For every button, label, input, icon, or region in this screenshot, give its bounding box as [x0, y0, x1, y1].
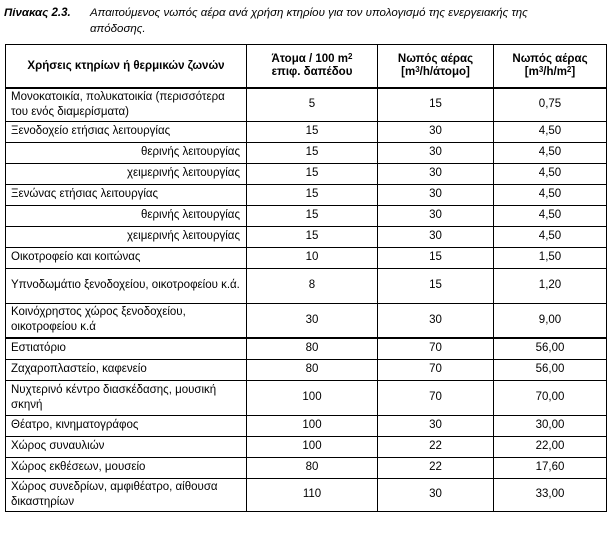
table-row: [6, 457, 607, 478]
cell-use: Θέατρο, κινηματογράφος: [6, 415, 247, 436]
cell-air-area: 0,75: [494, 88, 607, 121]
cell-air-person: 30: [378, 303, 494, 338]
table-row: [6, 268, 607, 303]
cell-persons: 15: [247, 184, 378, 205]
table-row: [6, 247, 607, 268]
cell-persons: 80: [247, 457, 378, 478]
cell-air-area: 1,50: [494, 247, 607, 268]
cell-persons: 5: [247, 88, 378, 121]
cell-air-person: 30: [378, 163, 494, 184]
table-row: [6, 478, 607, 511]
cell-air-area: 56,00: [494, 338, 607, 359]
table-row: [6, 338, 607, 359]
caption-label: Πίνακας 2.3.: [4, 7, 71, 19]
cell-air-person: 30: [378, 205, 494, 226]
cell-persons: 100: [247, 436, 378, 457]
table-row: [6, 226, 607, 247]
cell-air-person: 30: [378, 121, 494, 142]
table-row: [6, 380, 607, 415]
cell-persons: 15: [247, 142, 378, 163]
cell-use: χειμερινής λειτουργίας: [6, 226, 247, 247]
cell-use: Χώρος συνεδρίων, αμφιθέατρο, αίθουσα δικαστηρίων: [6, 478, 247, 511]
cell-air-person: 30: [378, 226, 494, 247]
cell-use: θερινής λειτουργίας: [6, 205, 247, 226]
cell-persons: 110: [247, 478, 378, 511]
cell-use: Ξενώνας ετήσιας λειτουργίας: [6, 184, 247, 205]
table-row: [6, 359, 607, 380]
cell-use: Χώρος συναυλιών: [6, 436, 247, 457]
cell-persons: 10: [247, 247, 378, 268]
cell-air-person: 15: [378, 247, 494, 268]
cell-use: θερινής λειτουργίας: [6, 142, 247, 163]
cell-air-area: 30,00: [494, 415, 607, 436]
cell-persons: 100: [247, 415, 378, 436]
table-row: [6, 88, 607, 121]
cell-air-area: 4,50: [494, 121, 607, 142]
cell-use: Εστιατόριο: [6, 338, 247, 359]
cell-air-person: 30: [378, 415, 494, 436]
cell-air-area: 17,60: [494, 457, 607, 478]
table-row: [6, 205, 607, 226]
cell-use: Υπνοδωμάτιο ξενοδοχείου, οικοτροφείου κ.ά.: [6, 268, 247, 303]
cell-use: Κοινόχρηστος χώρος ξενοδοχείου, οικοτροφείου κ.ά: [6, 303, 247, 338]
cell-air-area: 9,00: [494, 303, 607, 338]
cell-persons: 100: [247, 380, 378, 415]
table-row: [6, 415, 607, 436]
cell-air-person: 30: [378, 142, 494, 163]
cell-air-area: 4,50: [494, 226, 607, 247]
cell-persons: 80: [247, 359, 378, 380]
cell-persons: 80: [247, 338, 378, 359]
table-row: [6, 163, 607, 184]
cell-air-area: 1,20: [494, 268, 607, 303]
cell-persons: 30: [247, 303, 378, 338]
cell-use: Νυχτερινό κέντρο διασκέδασης, μουσική σκηνή: [6, 380, 247, 415]
table-row: [6, 142, 607, 163]
cell-air-person: 30: [378, 184, 494, 205]
caption-text-line1: Απαιτούμενος νωπός αέρα ανά χρήση κτηρίου για τον υπολογισμό της ενεργειακής της: [90, 7, 528, 19]
cell-persons: 15: [247, 205, 378, 226]
cell-air-person: 70: [378, 338, 494, 359]
cell-use: Ξενοδοχείο ετήσιας λειτουργίας: [6, 121, 247, 142]
cell-persons: 15: [247, 163, 378, 184]
cell-use: Ζαχαροπλαστείο, καφενείο: [6, 359, 247, 380]
cell-persons: 8: [247, 268, 378, 303]
cell-air-person: 70: [378, 380, 494, 415]
cell-air-area: 56,00: [494, 359, 607, 380]
header-uses: Χρήσεις κτηρίων ή θερμικών ζωνών: [6, 45, 247, 89]
table-caption: [4, 5, 604, 37]
caption-text-line2: απόδοσης.: [90, 23, 146, 35]
cell-air-area: 4,50: [494, 142, 607, 163]
fresh-air-table: [5, 44, 607, 512]
table-row: [6, 184, 607, 205]
table-row: [6, 303, 607, 338]
cell-air-area: 33,00: [494, 478, 607, 511]
cell-air-person: 15: [378, 268, 494, 303]
cell-use: Χώρος εκθέσεων, μουσείο: [6, 457, 247, 478]
header-air-per-area: Νωπός αέρας $[m^3/h/m^2]$: [494, 45, 607, 89]
cell-air-person: 22: [378, 436, 494, 457]
header-air-per-person: Νωπός αέρας $[m^3/h/ά\tau o\mu o]$: [378, 45, 494, 89]
cell-air-area: 22,00: [494, 436, 607, 457]
cell-use: Μονοκατοικία, πολυκατοικία (περισσότερα του ενός διαμερίσματα): [6, 88, 247, 121]
header-persons: Άτομα / 100 $m^2$ επιφ. δαπέδου: [247, 45, 378, 89]
cell-air-area: 4,50: [494, 163, 607, 184]
table-row: [6, 436, 607, 457]
cell-air-area: 70,00: [494, 380, 607, 415]
table-row: [6, 121, 607, 142]
cell-persons: 15: [247, 226, 378, 247]
cell-air-person: 70: [378, 359, 494, 380]
cell-air-person: 22: [378, 457, 494, 478]
cell-use: χειμερινής λειτουργίας: [6, 163, 247, 184]
cell-air-person: 15: [378, 88, 494, 121]
cell-use: Οικοτροφείο και κοιτώνας: [6, 247, 247, 268]
cell-air-area: 4,50: [494, 205, 607, 226]
cell-air-person: 30: [378, 478, 494, 511]
table-header-row: [6, 45, 607, 89]
cell-air-area: 4,50: [494, 184, 607, 205]
cell-persons: 15: [247, 121, 378, 142]
